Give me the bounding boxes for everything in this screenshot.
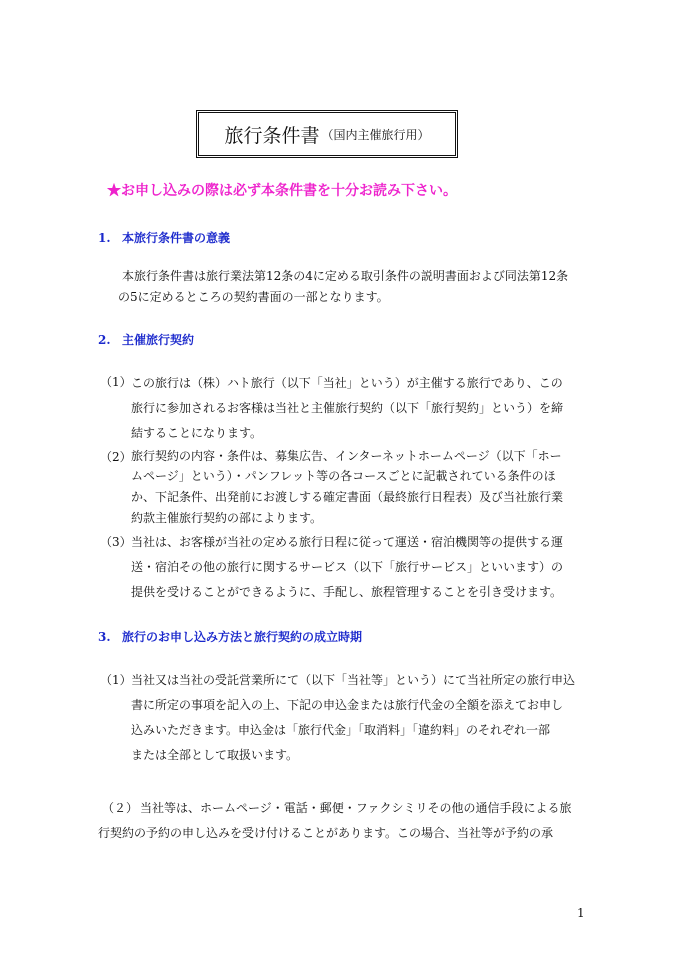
section-number: 3. — [98, 630, 111, 644]
item-marker: （1） — [100, 375, 132, 389]
paragraph-line: 込みいただきます。申込金は「旅行代金」「取消料」「違約料」のそれぞれ一部 — [131, 723, 551, 737]
section-title: 主催旅行契約 — [122, 333, 195, 347]
section-3-heading — [98, 628, 362, 645]
paragraph-line: 行契約の予約の申し込みを受け付けることがあります。この場合、当社等が予約の承 — [98, 826, 554, 840]
paragraph-line: か、下記条件、出発前にお渡しする確定書面（最終旅行日程表）及び当社旅行業 — [131, 490, 564, 504]
paragraph-line: ムページ」という）・パンフレット等の各コースごとに記載されている条件のほ — [131, 469, 556, 483]
paragraph-line: 旅行契約の内容・条件は、募集広告、インターネットホームページ（以下「ホー — [131, 449, 562, 463]
paragraph-line: 旅行に参加されるお客様は当社と主催旅行契約（以下「旅行契約」という）を締 — [131, 401, 564, 415]
paragraph-line: 書に所定の事項を記入の上、下記の申込金または旅行代金の全額を添えてお申し — [131, 698, 564, 712]
paragraph-line: 結することになります。 — [131, 426, 263, 440]
section-2-heading — [98, 331, 194, 348]
paragraph-line: 送・宿泊その他の旅行に関するサービス（以下「旅行サービス」といいます）の — [131, 560, 564, 574]
document-subtitle: （国内主催旅行用） — [321, 127, 430, 142]
paragraph-line: の5に定めるところの契約書面の一部となります。 — [118, 290, 389, 304]
paragraph-line: この旅行は（株）ハト旅行（以下「当社」という）が主催する旅行であり、この — [131, 376, 563, 390]
paragraph-line: 当社は、お客様が当社の定める旅行日程に従って運送・宿泊機関等の提供する運 — [131, 535, 564, 549]
section-number: 1. — [98, 231, 111, 245]
important-notice: ★お申し込みの際は必ず本条件書を十分お読み下さい。 — [107, 183, 457, 199]
paragraph-line: 提供を受けることができるように、手配し、旅程管理することを引き受けます。 — [131, 585, 563, 599]
paragraph-line: 本旅行条件書は旅行業法第12条の4に定める取引条件の説明書面および同法第12条 — [122, 269, 569, 283]
document-title: 旅行条件書 — [224, 124, 320, 147]
paragraph-line: 当社等は、ホームページ・電話・郵便・ファクシミリその他の通信手段による旅 — [140, 801, 572, 815]
section-title: 旅行のお申し込み方法と旅行契約の成立時期 — [122, 630, 363, 644]
page-number: 1 — [577, 906, 585, 920]
item-marker: （2） — [100, 450, 132, 464]
paragraph-line: 当社又は当社の受託営業所にて（以下「当社等」という）にて当社所定の旅行申込 — [131, 673, 576, 687]
item-marker: （２） — [102, 801, 139, 815]
paragraph-line: 約款主催旅行契約の部によります。 — [131, 511, 323, 525]
paragraph-line: または全部として取扱います。 — [131, 748, 299, 762]
section-title: 本旅行条件書の意義 — [122, 231, 231, 245]
section-number: 2. — [98, 333, 111, 347]
item-marker: （1） — [100, 673, 132, 687]
document-title-box — [196, 110, 458, 158]
section-1-heading — [98, 229, 230, 246]
item-marker: （3） — [100, 535, 132, 549]
